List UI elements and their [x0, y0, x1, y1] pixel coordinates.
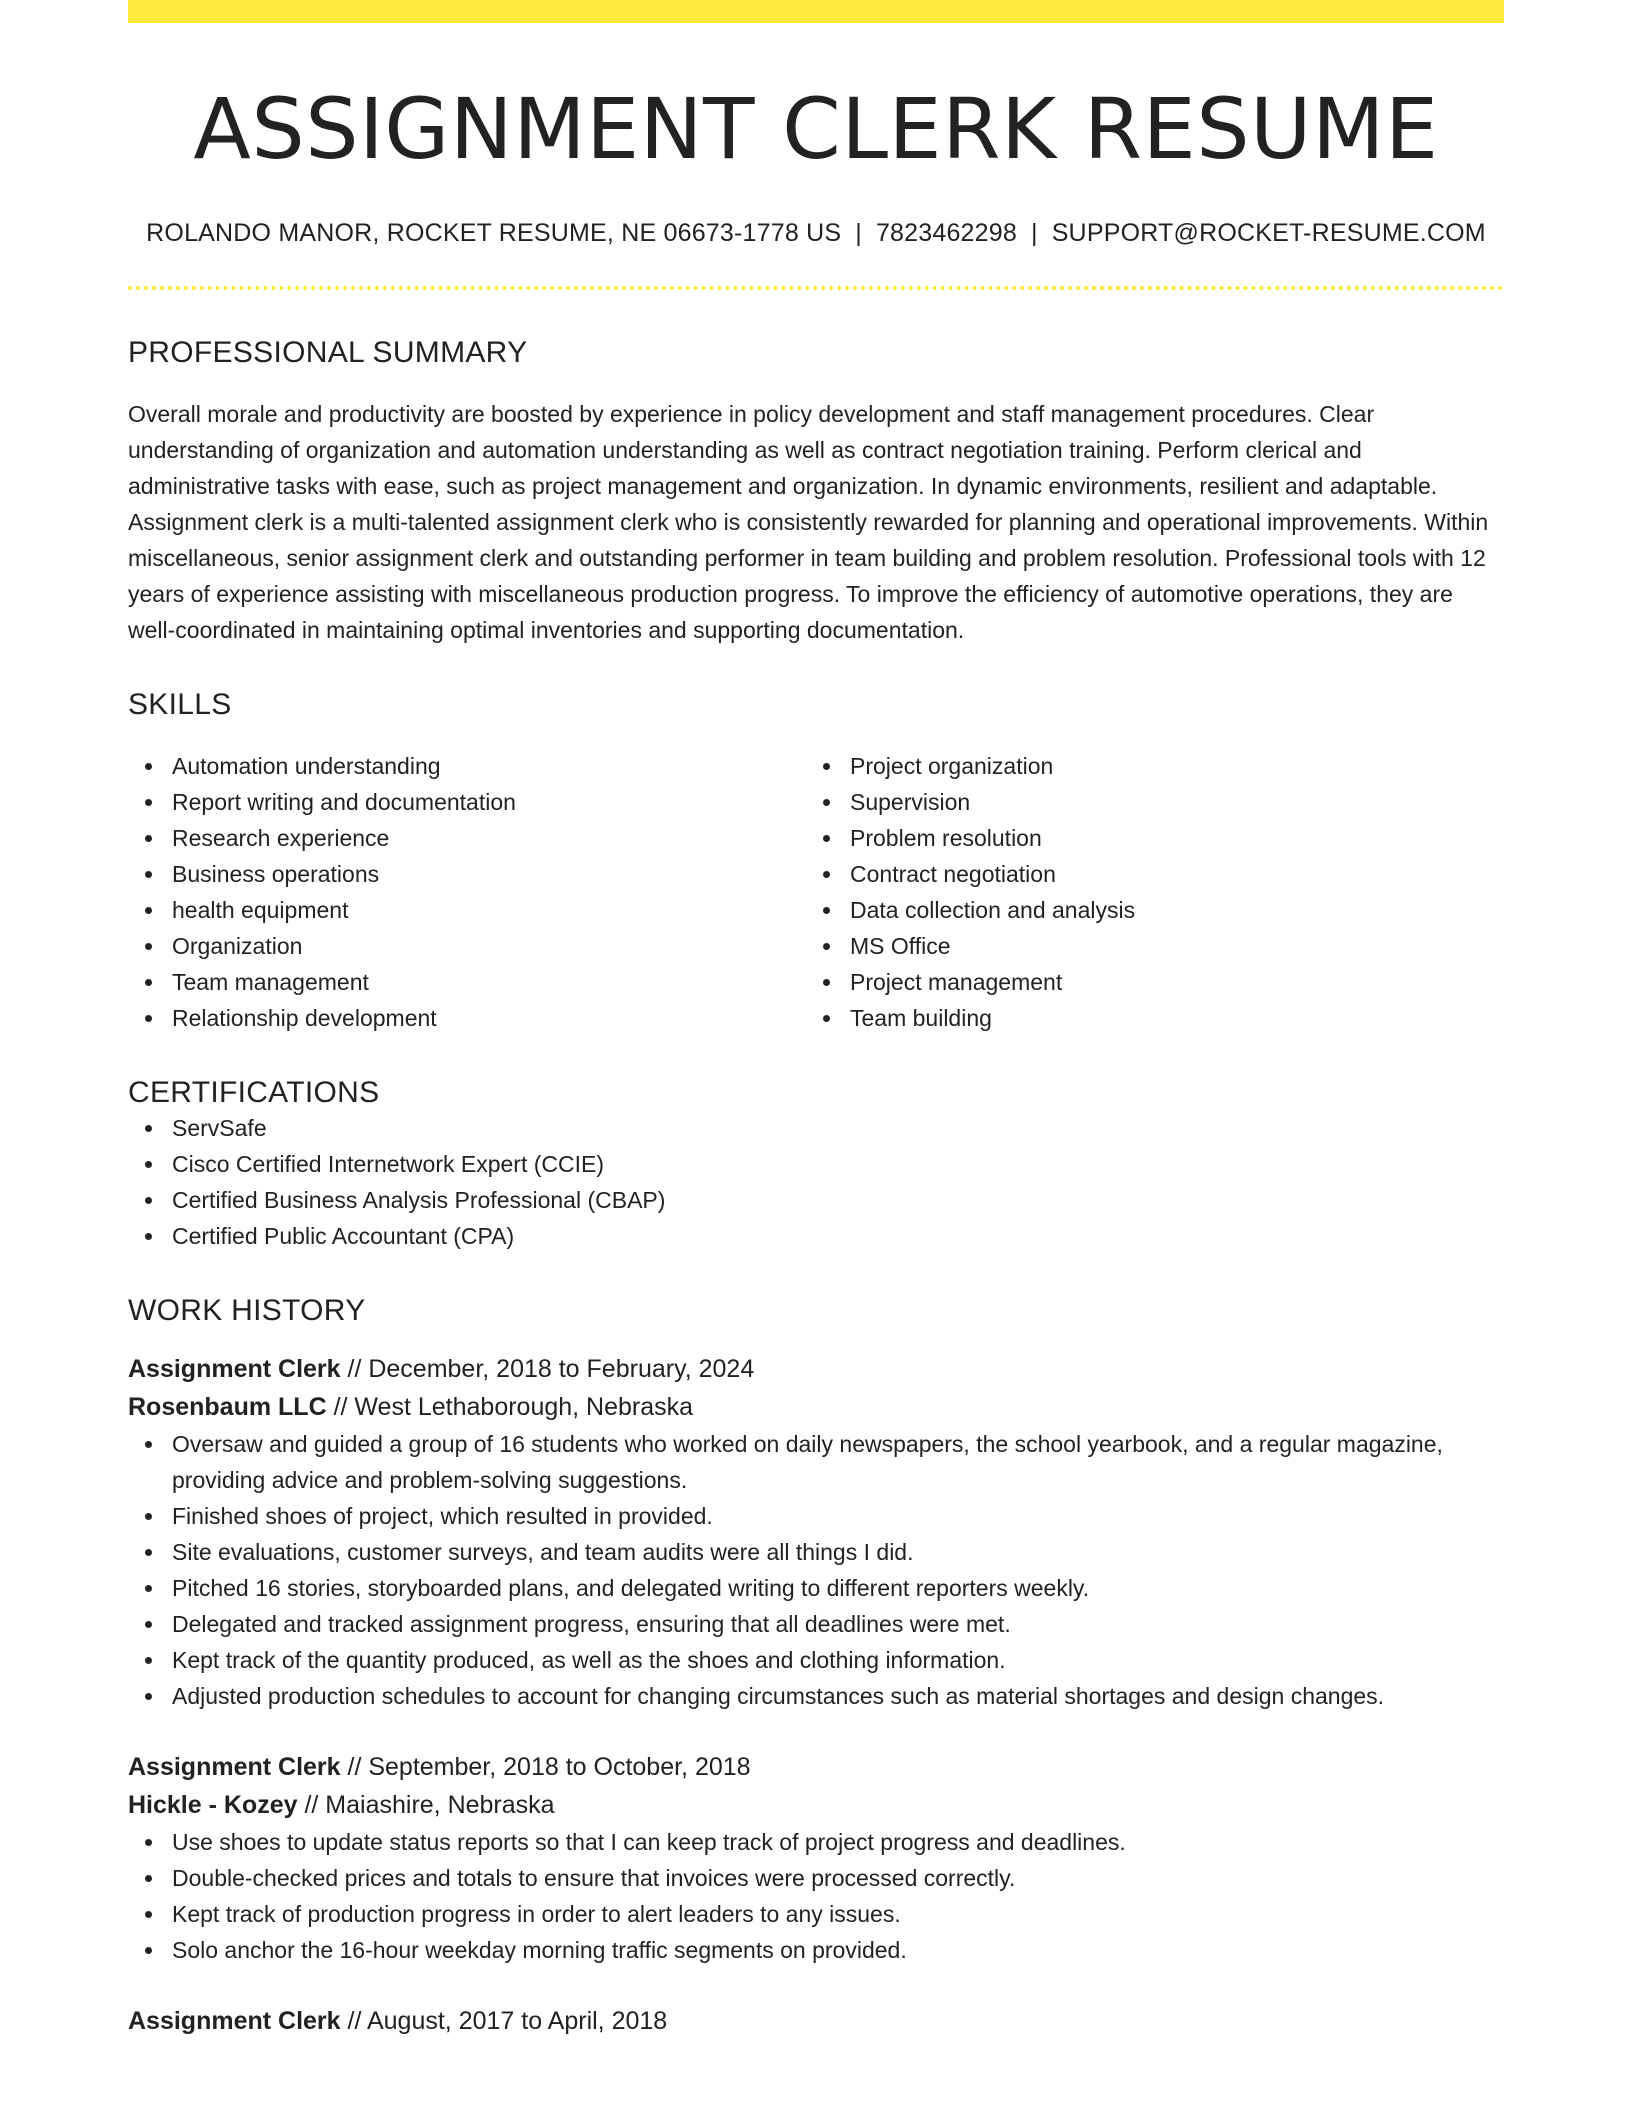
top-accent-bar: [128, 0, 1504, 23]
list-item: Relationship development: [172, 1000, 806, 1036]
list-item: Kept track of production progress in order to alert leaders to any issues.: [128, 1896, 1504, 1932]
list-item: Delegated and tracked assignment progress, ensuring that all deadlines were met.: [128, 1606, 1504, 1642]
skills-columns: [128, 748, 1504, 1036]
job-company: Rosenbaum LLC: [128, 1393, 327, 1422]
list-item: Oversaw and guided a group of 16 students who worked on daily newspapers, the school yearbook, and a regular magazine, providing advice and problem-solving suggestions.: [128, 1426, 1504, 1498]
list-item: MS Office: [850, 928, 1484, 964]
skills-right-list: [850, 748, 1484, 1036]
summary-heading: PROFESSIONAL SUMMARY: [128, 336, 528, 370]
list-item: Business operations: [172, 856, 806, 892]
job-title-line: [128, 1350, 1504, 1388]
list-item: Finished shoes of project, which resulted in provided.: [128, 1498, 1504, 1534]
resume-page: [128, 0, 1504, 2040]
list-item: Site evaluations, customer surveys, and team audits were all things I did.: [128, 1534, 1504, 1570]
job-entry: [128, 2002, 1504, 2040]
job-bullet-list: [128, 1426, 1504, 1714]
job-title: Assignment Clerk: [128, 1753, 341, 1782]
job-dates: // December, 2018 to February, 2024: [340, 1355, 755, 1384]
job-entry: [128, 1350, 1504, 1714]
list-item: Project management: [850, 964, 1484, 1000]
list-item: Team building: [850, 1000, 1484, 1036]
list-item: Use shoes to update status reports so that I can keep track of project progress and deadlines.: [128, 1824, 1504, 1860]
list-item: Automation understanding: [172, 748, 806, 784]
job-company-line: [128, 1786, 1504, 1824]
list-item: Research experience: [172, 820, 806, 856]
list-item: Double-checked prices and totals to ensure that invoices were processed correctly.: [128, 1860, 1504, 1896]
list-item: Organization: [172, 928, 806, 964]
contact-email: SUPPORT@ROCKET-RESUME.COM: [1051, 219, 1486, 248]
contact-address: ROLANDO MANOR, ROCKET RESUME, NE 06673-1778 US: [146, 219, 842, 248]
contact-line: [128, 219, 1504, 248]
list-item: Team management: [172, 964, 806, 1000]
skills-heading: SKILLS: [128, 688, 232, 722]
job-company-line: [128, 1388, 1504, 1426]
job-title-line: [128, 1748, 1504, 1786]
job-title: Assignment Clerk: [128, 2007, 341, 2036]
skills-left-column: [128, 748, 806, 1036]
list-item: health equipment: [172, 892, 806, 928]
certifications-list: [128, 1110, 1504, 1254]
list-item: Contract negotiation: [850, 856, 1484, 892]
job-dates: // August, 2017 to April, 2018: [340, 2007, 668, 2036]
list-item: Cisco Certified Internetwork Expert (CCIE): [128, 1146, 1504, 1182]
job-entry: [128, 1748, 1504, 1968]
list-item: ServSafe: [128, 1110, 1504, 1146]
list-item: Project organization: [850, 748, 1484, 784]
contact-separator: |: [855, 219, 862, 248]
list-item: Pitched 16 stories, storyboarded plans, and delegated writing to different reporters weekly.: [128, 1570, 1504, 1606]
certifications-heading: CERTIFICATIONS: [128, 1076, 380, 1110]
list-item: Kept track of the quantity produced, as well as the shoes and clothing information.: [128, 1642, 1504, 1678]
skills-left-list: [172, 748, 806, 1036]
list-item: Certified Business Analysis Professional (CBAP): [128, 1182, 1504, 1218]
job-bullet-list: [128, 1824, 1504, 1968]
job-company: Hickle - Kozey: [128, 1791, 298, 1820]
summary-text: Overall morale and productivity are boosted by experience in policy development and staff management procedures. Clear understanding of organization and automation understanding as well as contract negotiation training. Perform clerical and administrative tasks with ease, such as project management and organization. In dynamic environments, resilient and adaptable. Assignment clerk is a multi-talented assignment clerk who is consistently rewarded for planning and operational improvements. Within miscellaneous, senior assignment clerk and outstanding performer in team building and problem resolution. Professional tools with 12 years of experience assisting with miscellaneous production progress. To improve the efficiency of automotive operations, they are well-coordinated in maintaining optimal inventories and supporting documentation.: [128, 401, 1489, 644]
job-title: Assignment Clerk: [128, 1355, 341, 1384]
list-item: Solo anchor the 16-hour weekday morning traffic segments on provided.: [128, 1932, 1504, 1968]
list-item: Certified Public Accountant (CPA): [128, 1218, 1504, 1254]
resume-title: ASSIGNMENT CLERK RESUME: [193, 80, 1439, 178]
job-title-line: [128, 2002, 1504, 2040]
job-dates: // September, 2018 to October, 2018: [340, 1753, 751, 1782]
list-item: Problem resolution: [850, 820, 1484, 856]
list-item: Adjusted production schedules to account for changing circumstances such as material shortages and design changes.: [128, 1678, 1504, 1714]
skills-right-column: [806, 748, 1484, 1036]
list-item: Supervision: [850, 784, 1484, 820]
list-item: Data collection and analysis: [850, 892, 1484, 928]
dotted-divider: [128, 286, 1504, 290]
contact-phone: 7823462298: [875, 219, 1017, 248]
list-item: Report writing and documentation: [172, 784, 806, 820]
work-history-heading: WORK HISTORY: [128, 1294, 366, 1328]
job-location: // West Lethaborough, Nebraska: [326, 1393, 694, 1422]
job-location: // Maiashire, Nebraska: [297, 1791, 555, 1820]
contact-separator: |: [1030, 219, 1038, 248]
